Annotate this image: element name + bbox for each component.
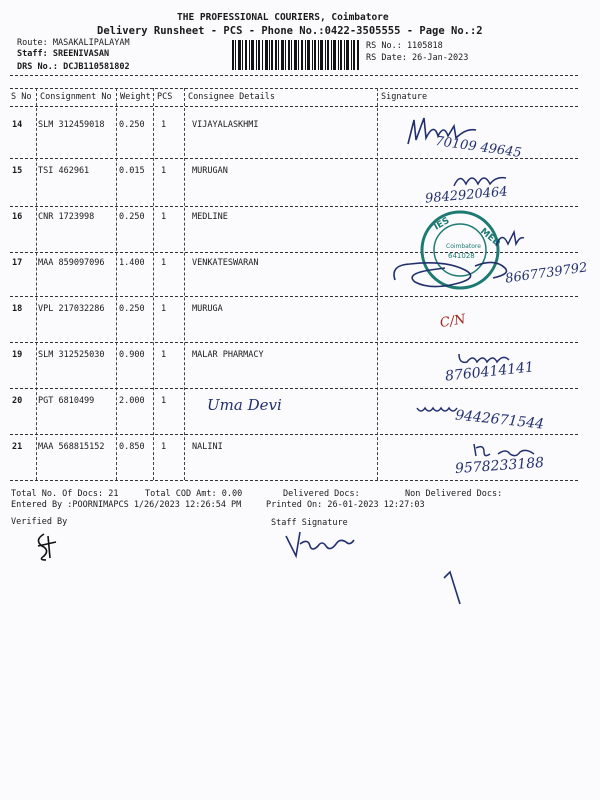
stamp-middle-text: Coimbatore bbox=[446, 243, 481, 250]
row-weight: 0.250 bbox=[119, 304, 145, 314]
row-pcs: 1 bbox=[161, 350, 167, 360]
entered-by: Entered By :POORNIMAPCS 1/26/2023 12:26:54 PM bbox=[11, 500, 242, 510]
row-consignment: VPL 217032286 bbox=[38, 304, 105, 314]
row-pcs: 1 bbox=[161, 396, 167, 406]
row-consignment: CNR 1723998 bbox=[38, 212, 95, 222]
row-weight: 0.250 bbox=[119, 212, 145, 222]
staff-signature-label: Staff Signature bbox=[271, 518, 348, 528]
row-sno: 14 bbox=[12, 120, 23, 130]
drs-value: DCJB110581802 bbox=[63, 62, 130, 72]
row-pcs: 1 bbox=[161, 258, 167, 268]
row-sno: 19 bbox=[12, 350, 23, 360]
stamp-bottom-text: 641028 bbox=[448, 252, 475, 260]
row-divider bbox=[10, 342, 578, 343]
col-signature: Signature bbox=[381, 92, 428, 102]
row-divider bbox=[10, 158, 578, 159]
printed-on: Printed On: 26-01-2023 12:27:03 bbox=[266, 500, 425, 510]
row-consignment: PGT 6810499 bbox=[38, 396, 95, 406]
col-sep-3 bbox=[153, 88, 154, 480]
row-divider bbox=[10, 296, 578, 297]
row-consignee: MALAR PHARMACY bbox=[192, 350, 264, 360]
divider-top bbox=[10, 75, 578, 76]
staff-value: SREENIVASAN bbox=[52, 49, 110, 59]
total-docs: Total No. Of Docs: 21 bbox=[11, 489, 119, 499]
handwritten-phone: 9442671544 bbox=[454, 407, 545, 433]
total-cod: Total COD Amt: 0.00 bbox=[145, 489, 243, 499]
row-consignment: MAA 859097096 bbox=[38, 258, 105, 268]
row-divider bbox=[10, 480, 578, 481]
col-sno: S No bbox=[11, 92, 32, 102]
stamp-right-text: MED bbox=[478, 226, 502, 249]
row-consignment: SLM 312525030 bbox=[38, 350, 105, 360]
handwritten-phone: 8760414141 bbox=[444, 359, 535, 385]
staff-signature bbox=[282, 526, 356, 560]
row-pcs: 1 bbox=[161, 442, 167, 452]
row-sno: 21 bbox=[12, 442, 23, 452]
row-pcs: 1 bbox=[161, 166, 167, 176]
row-divider bbox=[10, 206, 578, 207]
row-sno: 15 bbox=[12, 166, 23, 176]
row-divider bbox=[10, 434, 578, 435]
row-weight: 2.000 bbox=[119, 396, 145, 406]
pen-mark bbox=[440, 568, 464, 608]
verifier-signature bbox=[30, 530, 64, 564]
handwritten-phone: 8667739792 bbox=[504, 260, 589, 287]
handwritten-phone: 9842920464 bbox=[424, 184, 509, 207]
row-consignment: TSI 462961 bbox=[38, 166, 90, 176]
drs-label: DRS No.: bbox=[17, 62, 58, 72]
row-weight: 0.850 bbox=[119, 442, 145, 452]
row-pcs: 1 bbox=[161, 212, 167, 222]
row-consignment: SLM 312459018 bbox=[38, 120, 105, 130]
col-sep-4 bbox=[184, 88, 185, 480]
row-weight: 0.250 bbox=[119, 120, 145, 130]
row-consignee: MURUGAN bbox=[192, 166, 228, 176]
row-sno: 16 bbox=[12, 212, 23, 222]
non-delivered-docs: Non Delivered Docs: bbox=[405, 489, 503, 499]
row-weight: 0.015 bbox=[119, 166, 145, 176]
col-consignment: Consignment No bbox=[40, 92, 112, 102]
barcode bbox=[232, 40, 360, 70]
route-label: Route: bbox=[17, 38, 48, 48]
runsheet-title: Delivery Runsheet - PCS - Phone No.:0422-3505555 - Page No.:2 bbox=[97, 25, 483, 37]
row-sno: 18 bbox=[12, 304, 23, 314]
row-pcs: 1 bbox=[161, 120, 167, 130]
stamp-top-text: IES bbox=[432, 215, 452, 233]
col-sep-2 bbox=[116, 88, 117, 480]
route-value: MASAKALIPALAYAM bbox=[52, 38, 130, 48]
row-pcs: 1 bbox=[161, 304, 167, 314]
company-name: THE PROFESSIONAL COURIERS, Coimbatore bbox=[177, 12, 389, 23]
row-divider bbox=[10, 388, 578, 389]
handwritten-phone: 70109 49645 bbox=[434, 134, 523, 161]
handwritten-note: C/N bbox=[438, 311, 467, 332]
col-consignee: Consignee Details bbox=[188, 92, 275, 102]
row-consignee: VIJAYALASKHMI bbox=[192, 120, 259, 130]
row-consignment: MAA 568815152 bbox=[38, 442, 105, 452]
row-sno: 20 bbox=[12, 396, 23, 406]
col-weight: Weight bbox=[120, 92, 151, 102]
row-consignee: MEDLINE bbox=[192, 212, 228, 222]
col-sep-5 bbox=[377, 88, 378, 480]
col-pcs: PCS bbox=[157, 92, 173, 102]
handwritten-consignee: Uma Devi bbox=[207, 396, 282, 414]
col-sep-1 bbox=[36, 88, 37, 480]
row-sno: 17 bbox=[12, 258, 23, 268]
row-weight: 0.900 bbox=[119, 350, 145, 360]
row-weight: 1.400 bbox=[119, 258, 145, 268]
row-consignee: MURUGA bbox=[192, 304, 223, 314]
divider-header-top bbox=[10, 88, 578, 89]
row-consignee: VENKATESWARAN bbox=[192, 258, 259, 268]
staff-line bbox=[17, 49, 109, 59]
handwritten-phone: 9578233188 bbox=[454, 454, 545, 478]
signature-scribble bbox=[494, 226, 526, 252]
row-consignee: NALINI bbox=[192, 442, 223, 452]
verified-by-label: Verified By bbox=[11, 517, 68, 527]
divider-header-bottom bbox=[10, 106, 578, 107]
signature-scribble bbox=[385, 250, 520, 295]
drs-line bbox=[17, 62, 130, 72]
delivered-docs: Delivered Docs: bbox=[283, 489, 360, 499]
route-line bbox=[17, 38, 130, 48]
staff-label: Staff: bbox=[17, 49, 48, 59]
rs-number: RS No.: 1105818 bbox=[366, 41, 443, 51]
rs-date: RS Date: 26-Jan-2023 bbox=[366, 53, 469, 63]
